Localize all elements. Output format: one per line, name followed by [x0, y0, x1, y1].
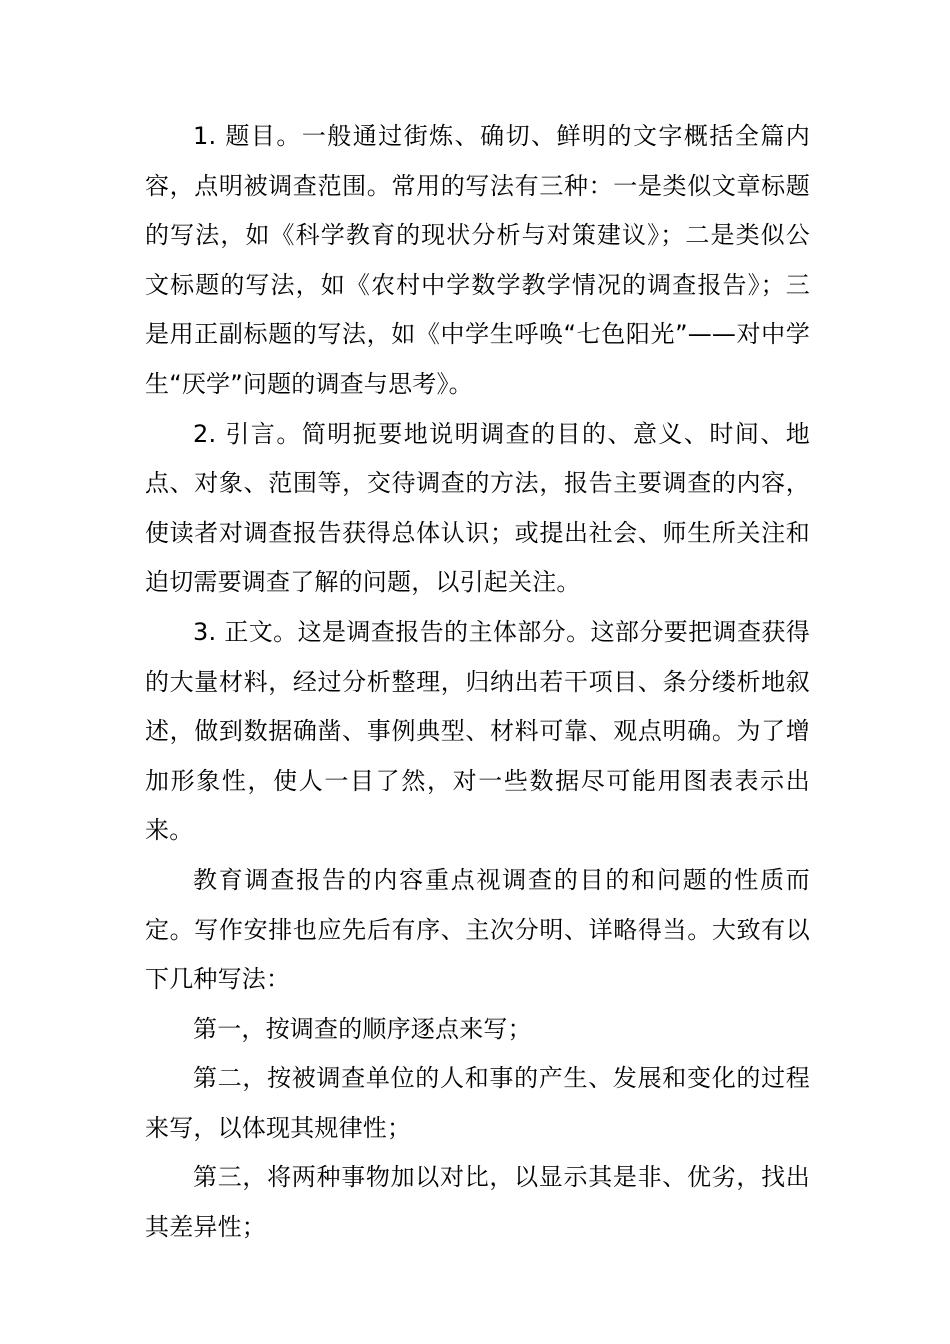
- paragraph-method-second: 第二，按被调查单位的人和事的产生、发展和变化的过程来写，以体现其规律性；: [145, 1064, 810, 1142]
- paragraph-content-focus: 教育调查报告的内容重点视调查的目的和问题的性质而定。写作安排也应先后有序、主次分明、详略得当。大致有以下几种写法：: [145, 865, 810, 994]
- paragraph-title-section: 1. 题目。一般通过街炼、确切、鲜明的文字概括全篇内容，点明被调查范围。常用的写法有三种：一是类似文章标题的写法，如《科学教育的现状分析与对策建议》；二是类似公文标题的写法，如《农村中学数学教学情况的调查报告》；三是用正副标题的写法，如《中学生呼唤“七色阳光”——对中学生“厌学”问题的调查与思考》。: [145, 122, 810, 398]
- paragraph-introduction-section: 2. 引言。简明扼要地说明调查的目的、意义、时间、地点、对象、范围等，交待调查的方法，报告主要调查的内容，使读者对调查报告获得总体认识；或提出社会、师生所关注和迫切需要调查了解的问题，以引起关注。: [145, 419, 810, 597]
- paragraph-body-section: 3. 正文。这是调查报告的主体部分。这部分要把调查获得的大量材料，经过分析整理，归纳出若干项目、条分缕析地叙述，做到数据确凿、事例典型、材料可靠、观点明确。为了增加形象性，使人一目了然，对一些数据尽可能用图表表示出来。: [145, 617, 810, 845]
- paragraph-method-third: 第三，将两种事物加以对比，以显示其是非、优劣，找出其差异性；: [145, 1163, 810, 1242]
- document-page: [145, 112, 810, 1253]
- paragraph-method-first: 第一，按调查的顺序逐点来写；: [193, 1014, 532, 1043]
